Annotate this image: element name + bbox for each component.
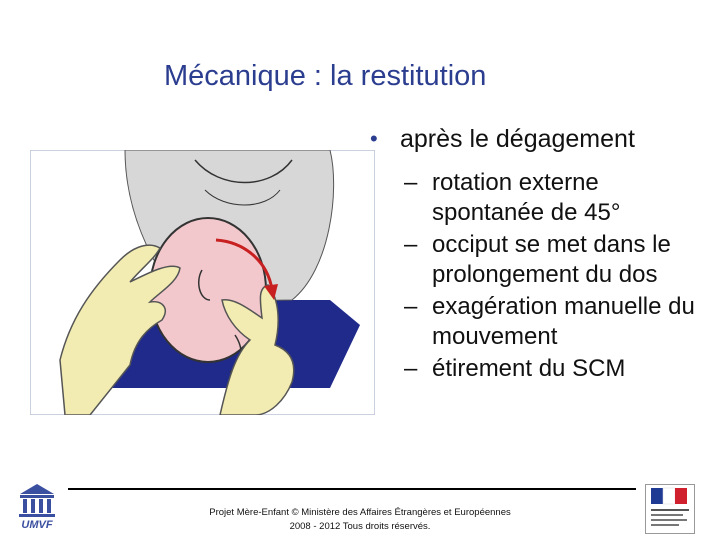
umvf-logo-icon [14, 482, 60, 530]
sub-item: – occiput se met dans le prolongement du dos [404, 231, 671, 288]
birth-restitution-illustration [30, 150, 375, 415]
main-bullet-text: après le dégagement [400, 125, 635, 153]
umvf-label: UMVF [21, 519, 53, 530]
sub-bullet-list [370, 168, 715, 384]
sub-item: – exagération manuelle du mouvement [404, 293, 695, 350]
slide-title: Mécanique : la restitution [164, 60, 487, 92]
government-logo-icon [645, 484, 695, 534]
sub-item: – étirement du SCM [404, 355, 626, 382]
bullet-list [370, 122, 715, 386]
bullet-dot-icon: • [370, 126, 378, 151]
footer-divider [68, 488, 636, 490]
footer-line-2: 2008 - 2012 Tous droits réservés. [289, 521, 431, 532]
sub-item: – rotation externe spontanée de 45° [404, 169, 621, 226]
footer-copyright [190, 506, 530, 534]
footer-line-1: Projet Mère-Enfant © Ministère des Affaires Étrangères et Européennes [209, 507, 511, 518]
main-bullet [370, 122, 715, 156]
